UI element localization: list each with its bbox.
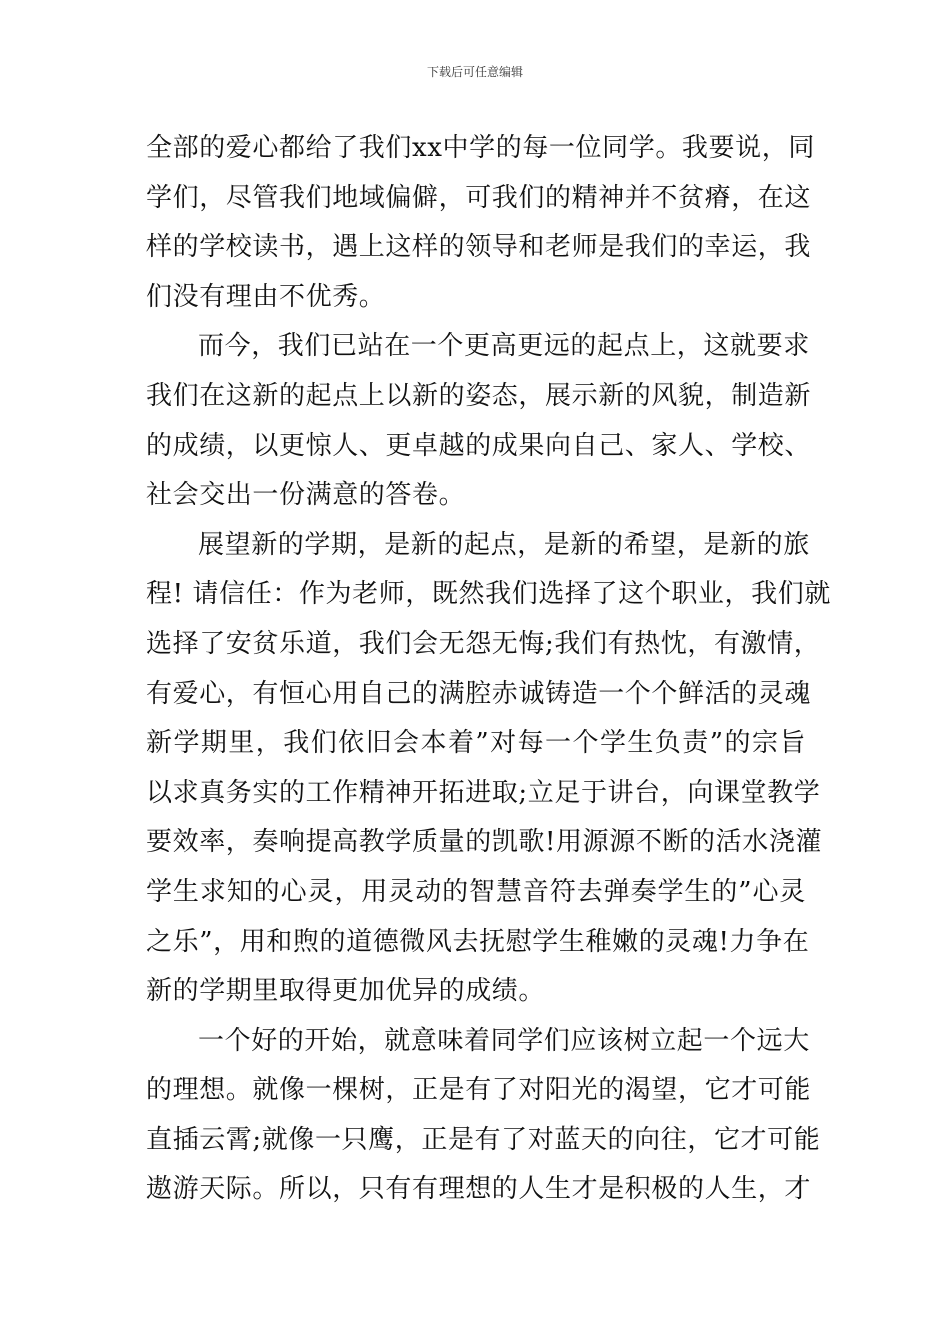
text-line: 程! 请信任：作为老师，既然我们选择了这个职业，我们就	[146, 579, 831, 610]
text-line: 而今，我们已站在一个更高更远的起点上，这就要求	[198, 331, 810, 362]
text-line: 样的学校读书，遇上这样的领导和老师是我们的幸运，我	[146, 232, 812, 263]
text-line: 要效率，奏响提高教学质量的凯歌!用源源不断的活水浇灌	[146, 827, 823, 858]
text-line: 以求真务实的工作精神开拓进取;立足于讲台，向课堂教学	[146, 777, 821, 808]
text-line: 有爱心，有恒心用自己的满腔赤诚铸造一个个鲜活的灵魂	[146, 678, 812, 709]
text-line: 选择了安贫乐道，我们会无怨无悔;我们有热忱，有激情，	[146, 628, 821, 659]
text-line: 全部的爱心都给了我们xx中学的每一位同学。我要说，同	[146, 133, 815, 163]
text-line: 展望新的学期，是新的起点，是新的希望，是新的旅	[198, 529, 810, 560]
body-text	[146, 124, 831, 1215]
text-line: 社会交出一份满意的答卷。	[146, 480, 466, 511]
text-line: 的理想。就像一棵树，正是有了对阳光的渴望，它才可能	[146, 1075, 812, 1106]
page-header: 下载后可任意编辑	[426, 65, 523, 79]
text-line: 的成绩，以更惊人、更卓越的成果向自己、家人、学校、	[146, 430, 812, 461]
text-line: 新学期里，我们依旧会本着”对每一个学生负责”的宗旨	[146, 728, 806, 759]
text-line: 之乐”，用和煦的道德微风去抚慰学生稚嫩的灵魂!力争在	[146, 926, 810, 957]
text-line: 学生求知的心灵，用灵动的智慧音符去弹奏学生的”心灵	[146, 876, 806, 907]
text-line: 一个好的开始，就意味着同学们应该树立起一个远大	[198, 1025, 810, 1056]
text-line: 新的学期里取得更加优异的成绩。	[146, 976, 546, 1007]
text-line: 们没有理由不优秀。	[146, 281, 386, 312]
text-line: 我们在这新的起点上以新的姿态，展示新的风貌，制造新	[146, 380, 812, 411]
text-line: 遨游天际。所以，只有有理想的人生才是积极的人生，才	[146, 1174, 812, 1205]
text-line: 直插云霄;就像一只鹰，正是有了对蓝天的向往，它才可能	[146, 1124, 821, 1155]
text-line: 学们，尽管我们地域偏僻，可我们的精神并不贫瘠，在这	[146, 182, 812, 213]
